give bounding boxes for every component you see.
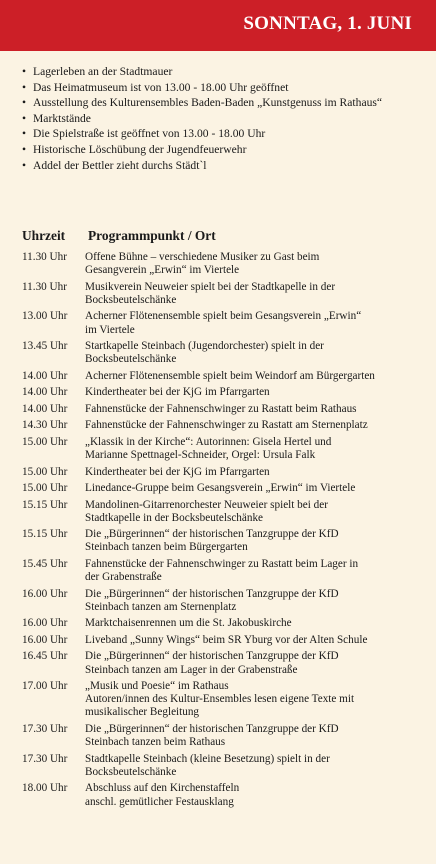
row-description: Fahnenstücke der Fahnenschwinger zu Rastatt beim Rathaus [85, 402, 357, 415]
table-row [22, 558, 434, 584]
page-title: SONNTAG, 1. JUNI [243, 13, 412, 34]
table-row [22, 499, 434, 525]
list-item: • Lagerleben an der Stadtmauer [22, 64, 432, 80]
list-item: • Die Spielstraße ist geöffnet von 13.00 - 18.00 Uhr [22, 126, 432, 142]
row-time: 13.45 Uhr [22, 340, 68, 353]
row-time: 17.00 Uhr [22, 680, 68, 693]
table-row [22, 723, 434, 749]
row-description: Abschluss auf den Kirchenstaffeln anschl. gemütlicher Festausklang [85, 782, 240, 808]
table-row [22, 588, 434, 614]
row-description: Fahnenstücke der Fahnenschwinger zu Rastatt beim Lager in der Grabenstraße [85, 557, 359, 584]
row-time: 15.00 Uhr [22, 465, 68, 478]
table-row [22, 281, 434, 307]
table-row [22, 466, 434, 479]
row-time: 17.30 Uhr [22, 752, 68, 765]
list-item: • Marktstände [22, 111, 432, 127]
row-description: Acherner Flötenensemble spielt beim Weindorf am Bürgergarten [85, 369, 375, 382]
table-row [22, 482, 434, 495]
row-description: Marktchaisenrennen um die St. Jakobuskirche [85, 617, 292, 630]
table-row [22, 340, 434, 366]
row-time: 16.00 Uhr [22, 633, 68, 646]
row-description: „Klassik in der Kirche“: Autorinnen: Gisela Hertel und Marianne Spettnagel-Schneider, Orgel: Ursula Falk [85, 435, 332, 462]
row-time: 13.00 Uhr [22, 310, 68, 323]
table-row [22, 634, 434, 647]
row-description: Die „Bürgerinnen“ der historischen Tanzgruppe der KfD Steinbach tanzen am Sternenplatz [85, 587, 339, 613]
table-row [22, 680, 434, 720]
table-row [22, 617, 434, 630]
row-time: 15.45 Uhr [22, 557, 68, 570]
row-time: 14.00 Uhr [22, 369, 68, 382]
row-time: 11.30 Uhr [22, 280, 67, 293]
row-time: 16.45 Uhr [22, 650, 68, 663]
row-description: Kindertheater bei der KjG im Pfarrgarten [85, 465, 270, 478]
row-description: Die „Bürgerinnen“ der historischen Tanzgruppe der KfD Steinbach tanzen beim Rathaus [85, 722, 339, 749]
row-description: Linedance-Gruppe beim Gesangsverein „Erwin“ im Viertele [85, 482, 356, 495]
row-time: 15.00 Uhr [22, 435, 68, 448]
row-description: Mandolinen-Gitarrenorchester Neuweier spielt bei der Stadtkapelle in der Bocksbeutelschänke [85, 498, 328, 524]
header-bar [0, 0, 436, 51]
table-row [22, 419, 434, 432]
row-time: 15.00 Uhr [22, 482, 68, 495]
list-item: • Historische Löschübung der Jugendfeuerwehr [22, 142, 432, 158]
column-header-time: Uhrzeit [22, 228, 66, 243]
schedule-table [22, 251, 434, 812]
table-row [22, 528, 434, 554]
table-row [22, 386, 434, 399]
table-row [22, 650, 434, 676]
row-time: 14.00 Uhr [22, 402, 68, 415]
table-row [22, 403, 434, 416]
row-description: Acherner Flötenensemble spielt beim Gesangsverein „Erwin“ im Viertele [85, 310, 362, 336]
highlights-list [22, 64, 432, 173]
table-row [22, 753, 434, 779]
row-description: Stadtkapelle Steinbach (kleine Besetzung) spielt in der Bocksbeutelschänke [85, 752, 330, 778]
row-time: 14.00 Uhr [22, 386, 68, 399]
row-time: 17.30 Uhr [22, 722, 68, 735]
list-item: • Addel der Bettler zieht durchs Städt`l [22, 158, 432, 174]
table-row [22, 782, 434, 808]
table-row [22, 251, 434, 277]
row-time: 18.00 Uhr [22, 782, 68, 795]
row-description: „Musik und Poesie“ im Rathaus Autoren/innen des Kultur-Ensembles lesen eigene Texte mit musikalischer Begleitung [85, 680, 355, 719]
row-description: Die „Bürgerinnen“ der historischen Tanzgruppe der KfD Steinbach tanzen beim Bürgergarten [85, 528, 339, 554]
row-description: Fahnenstücke der Fahnenschwinger zu Rastatt am Sternenplatz [85, 419, 368, 432]
row-time: 15.15 Uhr [22, 528, 68, 541]
list-item: • Das Heimatmuseum ist von 13.00 - 18.00 Uhr geöffnet [22, 80, 432, 96]
row-time: 14.30 Uhr [22, 419, 68, 432]
row-description: Die „Bürgerinnen“ der historischen Tanzgruppe der KfD Steinbach tanzen am Lager in der Grabenstraße [85, 650, 339, 676]
table-row [22, 370, 434, 383]
table-row [22, 310, 434, 336]
row-description: Liveband „Sunny Wings“ beim SR Yburg vor der Alten Schule [85, 633, 368, 646]
row-description: Offene Bühne – verschiedene Musiker zu Gast beim Gesangverein „Erwin“ im Viertele [85, 251, 320, 277]
table-row [22, 436, 434, 462]
row-time: 16.00 Uhr [22, 587, 68, 600]
row-time: 15.15 Uhr [22, 498, 68, 511]
row-description: Kindertheater bei der KjG im Pfarrgarten [85, 386, 270, 399]
row-time: 11.30 Uhr [22, 251, 67, 263]
list-item: • Ausstellung des Kulturensembles Baden-Baden „Kunstgenuss im Rathaus“ [22, 95, 432, 111]
row-description: Musikverein Neuweier spielt bei der Stadtkapelle in der Bocksbeutelschänke [85, 280, 336, 306]
column-header-program: Programmpunkt / Ort [88, 228, 216, 243]
row-description: Startkapelle Steinbach (Jugendorchester) spielt in der Bocksbeutelschänke [85, 340, 324, 366]
row-time: 16.00 Uhr [22, 617, 68, 630]
